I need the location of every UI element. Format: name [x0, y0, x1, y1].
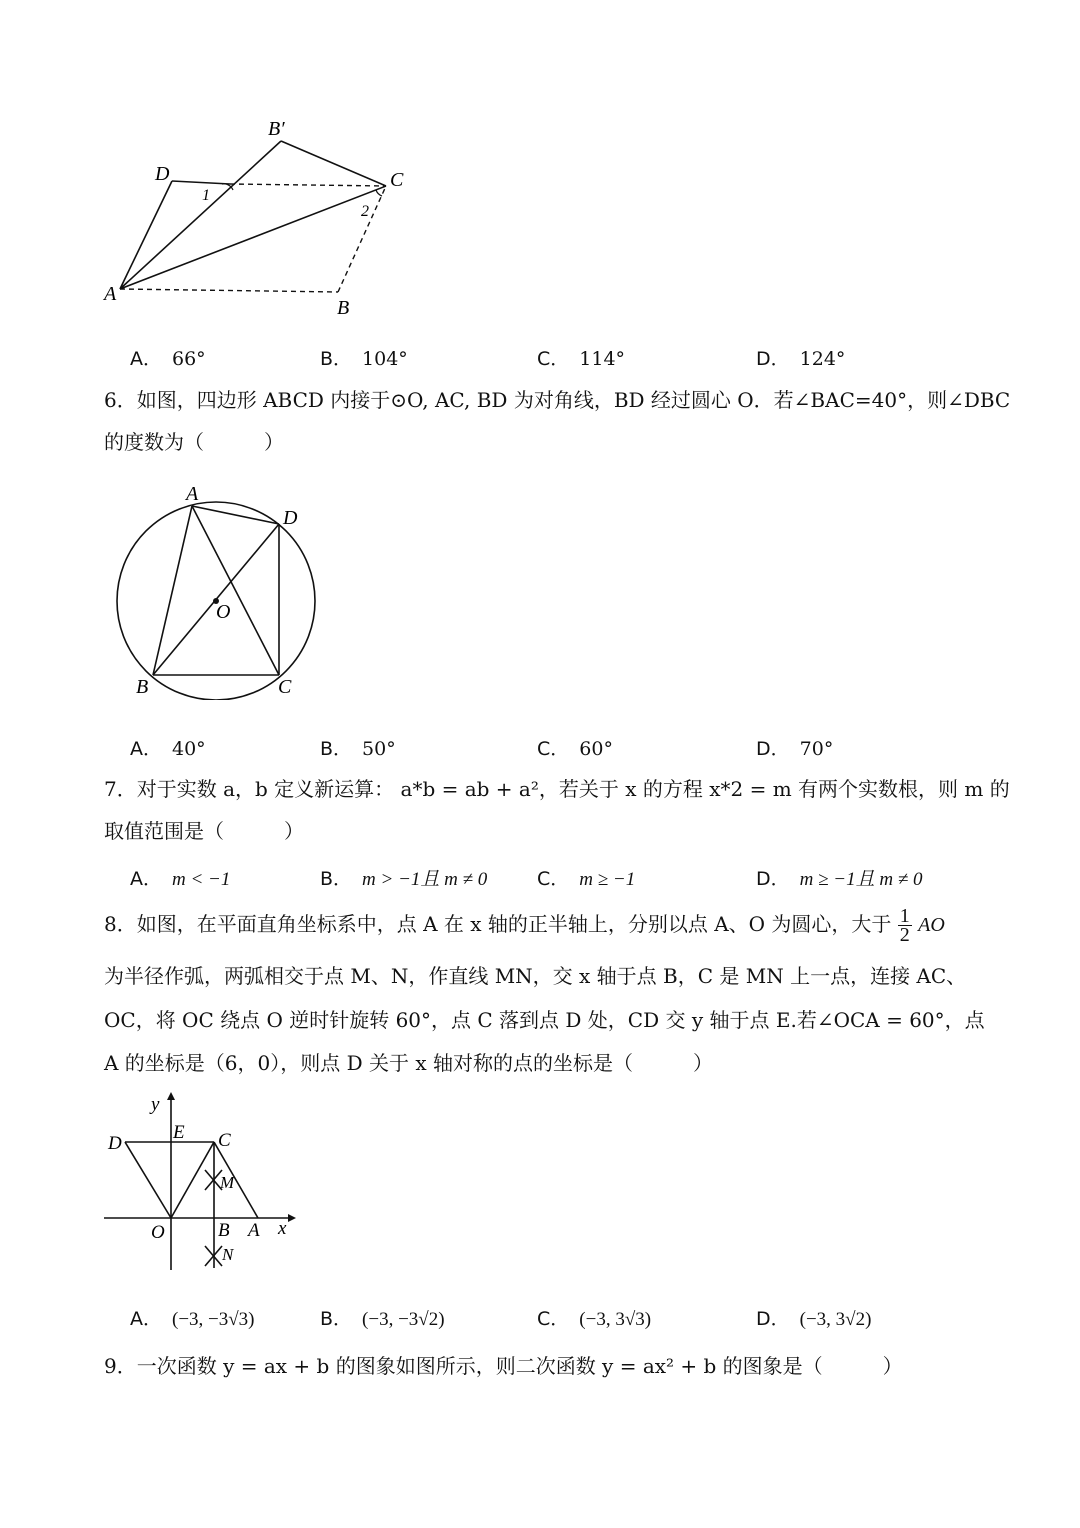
segment-OC	[171, 1142, 214, 1218]
q7-stem-line1: 7．对于实数 a，b 定义新运算： a*b = ab + a²，若关于 x 的方程 x*2 = m 有两个实数根，则 m 的	[104, 777, 1010, 801]
label-O: O	[216, 601, 231, 623]
q8-option-c[interactable]: C． (−3, 3√3)	[537, 1308, 652, 1330]
q7-option-c[interactable]: C． m ≥ −1	[537, 868, 636, 890]
label-D: D	[155, 163, 170, 185]
label-N: N	[222, 1245, 234, 1264]
label-E: E	[173, 1122, 185, 1143]
dashed-DC	[230, 184, 386, 186]
q7-option-a[interactable]: A． m < −1	[130, 868, 231, 890]
y-axis-arrow	[167, 1092, 175, 1100]
q6-option-d[interactable]: D． 70°	[756, 738, 834, 760]
fraction-one-half: $\frac{1}{2}$	[899, 905, 910, 946]
label-B-prime: B′	[268, 118, 285, 140]
label-M: M	[220, 1173, 235, 1192]
q8-stem-line4: A 的坐标是（6，0），则点 D 关于 x 轴对称的点的坐标是（ ）	[104, 1051, 713, 1075]
q9-stem-line1: 9．一次函数 y = ax + b 的图象如图所示，则二次函数 y = ax² + b 的图象是（ ）	[104, 1354, 903, 1378]
label-D: D	[283, 507, 298, 529]
label-A: A	[248, 1220, 260, 1241]
q7-stem-line2: 取值范围是（ ）	[104, 819, 304, 843]
q8-option-b[interactable]: B． (−3, −3√2)	[320, 1308, 445, 1330]
figure-q8	[100, 1090, 300, 1275]
q8-option-a[interactable]: A． (−3, −3√3)	[130, 1308, 255, 1330]
q7-option-b[interactable]: B． m > −1且 m ≠ 0	[320, 868, 488, 890]
label-A: A	[186, 483, 199, 505]
segment-B-prime-C	[281, 141, 386, 186]
figure-q6	[105, 480, 330, 700]
q8-stem-line2: 为半径作弧，两弧相交于点 M、N，作直线 MN，交 x 轴于点 B，C 是 MN 上一点，连接 AC、	[104, 964, 967, 988]
q6-stem-line1: 6．如图，四边形 ABCD 内接于⊙O, AC, BD 为对角线，BD 经过圆心 O．若∠BAC=40°，则∠DBC	[104, 388, 1011, 412]
label-angle-2: 2	[361, 203, 369, 220]
q8-option-d[interactable]: D． (−3, 3√2)	[756, 1308, 872, 1330]
q5-option-c[interactable]: C． 114°	[537, 348, 626, 370]
label-x: x	[278, 1218, 287, 1239]
q7-option-d[interactable]: D． m ≥ −1且 m ≠ 0	[756, 868, 923, 890]
q6-option-b[interactable]: B． 50°	[320, 738, 396, 760]
segment-AD	[120, 181, 172, 289]
q5-option-b[interactable]: B． 104°	[320, 348, 408, 370]
segment-AC	[192, 506, 279, 675]
label-B: B	[337, 297, 350, 319]
x-axis-arrow	[288, 1214, 296, 1222]
segment-AB	[153, 506, 192, 675]
dashed-AB	[120, 289, 338, 292]
q6-stem-line2: 的度数为（ ）	[104, 430, 284, 454]
label-O: O	[151, 1222, 165, 1243]
label-A: A	[104, 283, 117, 305]
figure-q5	[95, 110, 425, 325]
label-B: B	[136, 676, 149, 698]
segment-DO	[125, 1142, 171, 1218]
angle-1-arc	[222, 184, 233, 190]
q5-option-d[interactable]: D． 124°	[756, 348, 846, 370]
segment-AB-prime	[120, 141, 281, 289]
label-angle-1: 1	[202, 187, 210, 204]
q5-option-a[interactable]: A． 66°	[130, 348, 206, 370]
q8-stem-line3: OC，将 OC 绕点 O 逆时针旋转 60°，点 C 落到点 D 处，CD 交 y 轴于点 E.若∠OCA = 60°，点	[104, 1008, 985, 1032]
q6-option-c[interactable]: C． 60°	[537, 738, 613, 760]
label-D: D	[108, 1133, 122, 1154]
angle-2-arc	[376, 190, 382, 196]
q6-option-a[interactable]: A． 40°	[130, 738, 206, 760]
label-C: C	[390, 169, 404, 191]
q8-stem-line1: 8．如图，在平面直角坐标系中，点 A 在 x 轴的正半轴上，分别以点 A、O 为圆心，大于 $\frac{1}{2}$ AO	[104, 905, 945, 946]
label-C: C	[218, 1130, 231, 1151]
label-B: B	[218, 1220, 230, 1241]
label-C: C	[278, 676, 292, 698]
label-y: y	[151, 1094, 160, 1115]
segment-D-1	[172, 181, 230, 184]
